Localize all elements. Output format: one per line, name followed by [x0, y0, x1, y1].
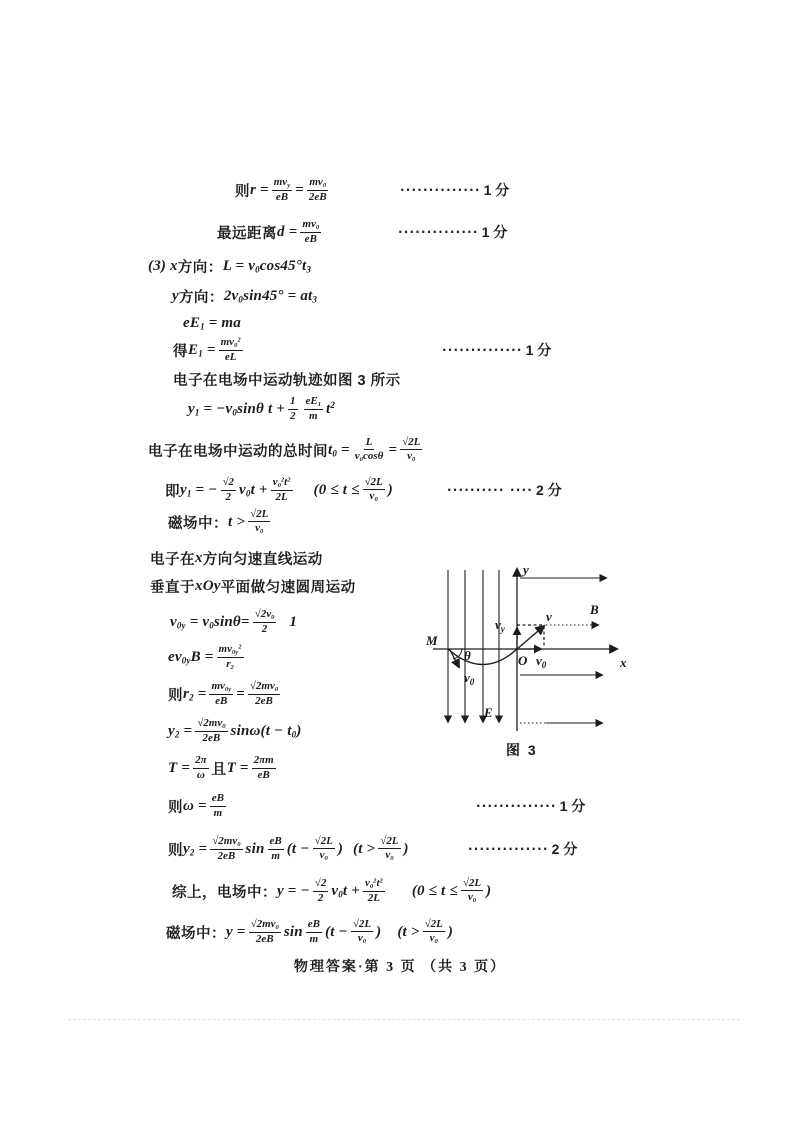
period-eq [168, 748, 279, 788]
math-run: y = [226, 923, 246, 940]
math-run: sin [245, 840, 265, 857]
math-run: r = [250, 181, 269, 198]
fraction [307, 176, 329, 204]
subscript: 3 [312, 294, 318, 305]
denominator: m [271, 849, 280, 862]
math-run: $E_1$ = [188, 341, 216, 359]
denominator: ω [196, 768, 205, 781]
b-field-lines [520, 578, 606, 723]
subscript: 0 [245, 488, 251, 499]
spacer [381, 932, 397, 933]
subscript: 0 [237, 840, 241, 848]
fraction [221, 476, 237, 503]
math-run: (0 ≤ t ≤ [313, 481, 360, 498]
fraction [313, 835, 335, 863]
score-label: 1 分 [559, 798, 586, 814]
score-mark [447, 480, 562, 500]
subscript: 0 [412, 456, 416, 464]
e-field-lines [448, 570, 499, 722]
subscript: 0 [222, 722, 226, 730]
text-run: 电子在 [150, 551, 195, 568]
denominator: $v_0$ [369, 490, 378, 504]
denominator: $v_0$ [255, 522, 264, 536]
math-run: $L = v_0\cos 45^\circ t_3$ [222, 257, 312, 275]
y1-eq [188, 389, 335, 429]
subscript: 1 [200, 321, 205, 332]
scan-artifact-line [68, 1019, 740, 1023]
radius-formula [235, 170, 510, 210]
numerator: √2L [351, 918, 373, 932]
math-run: $y_2$ = [183, 840, 208, 858]
math-run: ) [376, 923, 382, 940]
denominator: $v_0$ [385, 849, 394, 863]
math-run: x [195, 549, 203, 566]
numerator: $mv_{0y}$ [211, 679, 232, 693]
math-run: (0 ≤ t ≤ [411, 882, 458, 899]
y-axis-label: y [523, 562, 529, 577]
subscript: 0 [291, 729, 297, 740]
dotted-leader: ·············· [442, 343, 523, 357]
math-run: $t^2$ [326, 400, 336, 417]
math-run: y [172, 287, 179, 304]
figure-caption: 图 3 [506, 742, 538, 758]
score-label: 1 分 [481, 224, 508, 240]
numerator: eB [268, 835, 284, 849]
denominator: 2L [367, 891, 381, 904]
text-run: 电子在电场中运动的总时间 [148, 443, 328, 460]
dotted-leader: ·············· [476, 799, 557, 813]
fraction [400, 436, 422, 464]
numerator: √2 [221, 476, 237, 490]
subscript: 0 [271, 613, 275, 621]
subscript: 1 [317, 400, 322, 408]
numerator: $v_0^2t^2$ [272, 475, 291, 489]
denominator: m [213, 806, 223, 819]
math-run: xOy [195, 577, 221, 594]
origin-label: O [518, 653, 528, 668]
subscript: 2 [174, 729, 180, 740]
x-axis-label: x [620, 655, 627, 670]
fraction [313, 877, 329, 904]
denominator: 2eB [255, 694, 273, 707]
theta-label: θ [464, 648, 471, 663]
numerator: √2L [363, 476, 385, 490]
subscript: 0 [238, 294, 244, 305]
math-run: t > [228, 513, 246, 530]
subscript: 0 [232, 407, 238, 418]
r2-eq [168, 674, 283, 714]
denominator: 2L [275, 490, 288, 503]
subscript: 0 [472, 897, 477, 905]
subscript: 0 [255, 264, 260, 275]
page-footer: 物理答案·第 3 页 （共 3 页） [293, 960, 507, 975]
denominator: eL [224, 350, 237, 363]
y2-full-eq [168, 829, 578, 869]
math-run: $y_2$ = [168, 722, 193, 740]
superscript: 2 [373, 877, 377, 885]
fraction [210, 835, 242, 863]
numerator: $v_0^2t^2$ [364, 876, 383, 890]
denominator: 2 [290, 409, 296, 422]
omega-eq [168, 786, 586, 826]
fraction [304, 395, 324, 423]
denominator: eB [215, 694, 228, 707]
dotted-leader: ·············· [398, 225, 479, 239]
denominator: 2 [225, 490, 232, 503]
subscript: 0y [176, 620, 186, 631]
math-run: (t > [397, 923, 420, 940]
math-run: ) [447, 923, 454, 940]
score-mark [476, 796, 585, 816]
subscript: 2 [189, 847, 195, 858]
v-label: v [546, 609, 552, 624]
v0-component-label: $v_0$ [536, 653, 547, 670]
numerator: $√2mv_0$ [212, 834, 241, 848]
subscript: 0 [274, 685, 279, 693]
numerator: √2L [378, 835, 400, 849]
numerator: √2L [423, 918, 445, 932]
text-run: 则 [235, 183, 250, 200]
text-run: 磁场中： [168, 515, 228, 532]
text-run: 方向匀速直线运动 [202, 551, 323, 568]
text-run: 方向： [177, 259, 223, 276]
fraction [268, 835, 284, 862]
superscript: 2 [287, 476, 291, 484]
v0y-eq [170, 602, 297, 642]
superscript: 2 [238, 643, 242, 650]
numerator: $√2mv_0$ [249, 679, 279, 693]
dotted-leader: ·············· [468, 842, 549, 856]
b-field-label: B [590, 602, 599, 617]
fraction [253, 608, 277, 636]
numerator: $√2v_0$ [254, 607, 275, 621]
subscript: 0 [362, 938, 367, 946]
math-run: $v_0t$ + [239, 481, 268, 499]
fraction [353, 436, 386, 464]
math-run: T = [168, 759, 191, 776]
v0-initial-label: $v_0$ [464, 670, 475, 687]
subscript: 0 [277, 481, 281, 489]
subscript: 0 [338, 889, 343, 900]
subscript: y [287, 181, 291, 189]
subscript: 0 [390, 855, 394, 863]
fraction [306, 918, 322, 945]
text-run: 综上，电场中： [172, 884, 277, 901]
math-run: = [295, 181, 304, 198]
superscript: 2 [237, 336, 241, 344]
numerator: √2 [313, 877, 329, 891]
math-run: $eE_1$ = ma [183, 314, 241, 332]
spacer [279, 622, 289, 623]
fraction [363, 476, 385, 504]
fraction [248, 680, 280, 708]
subscript: 2 [230, 663, 234, 671]
subscript: 0 [275, 923, 279, 931]
numerator: 2πm [252, 754, 276, 768]
math-run: $2v_0\sin 45^\circ = at_3$ [223, 287, 318, 305]
math-run: (t − [286, 840, 310, 857]
fraction [300, 218, 321, 246]
text-run: 则 [168, 687, 183, 704]
math-run: $t_0$ = [328, 441, 350, 459]
circular-force-eq [168, 637, 247, 677]
fraction [378, 835, 400, 863]
subscript: 2 [189, 692, 194, 703]
subscript: 0 [374, 496, 378, 504]
math-run: ) [387, 481, 393, 498]
denominator: 2 [261, 622, 268, 635]
denominator: 2eB [308, 190, 327, 203]
denominator: m [309, 932, 319, 945]
numerator: $mv_0^2$ [220, 335, 241, 349]
score-label: 2 分 [536, 482, 562, 498]
numerator: $eE_1$ [305, 394, 322, 408]
denominator: m [309, 409, 318, 422]
math-run: ) [486, 882, 492, 899]
dotted-leader: ·············· [400, 183, 481, 197]
subscript: 0y [231, 648, 239, 656]
subscript: 3 [306, 264, 312, 275]
math-run: $v_{0y} = v_0\sin\theta=$ [170, 613, 250, 631]
fraction [423, 918, 445, 946]
denominator: $v_0$ [319, 849, 328, 863]
subscript: 0 [209, 620, 214, 631]
score-mark [400, 180, 509, 200]
text-run: 垂直于 [150, 579, 195, 596]
denominator: 2eB [217, 849, 236, 862]
subscript: 1 [194, 407, 200, 418]
math-run: ω = [183, 797, 207, 814]
text-run: 平面做匀速圆周运动 [220, 579, 356, 596]
score-label: 1 分 [483, 182, 510, 198]
numerator: $√2mv_0$ [250, 917, 279, 931]
score-mark [442, 340, 551, 360]
denominator: eB [275, 190, 289, 203]
text-run: 电子在电场中运动轨迹如图 3 所示 [173, 372, 401, 389]
numerator: L [364, 436, 375, 450]
math-run: y = − [277, 882, 310, 899]
numerator: 2π [193, 754, 209, 768]
subscript: 0 [322, 181, 327, 189]
fraction [217, 643, 244, 672]
math-run: $ev_{0y}B$ = [168, 648, 214, 666]
spacer [343, 849, 353, 850]
denominator: 2eB [202, 731, 221, 744]
text-run: 最远距离 [217, 225, 277, 242]
math-run: ) [403, 840, 409, 857]
numerator: $mv_0$ [309, 175, 327, 189]
fraction [210, 792, 226, 819]
numerator: 1 [288, 395, 298, 409]
superscript: 2 [379, 877, 383, 885]
subscript: 1 [186, 488, 192, 499]
summary-field-eq [172, 871, 491, 911]
math-run: = [388, 441, 398, 458]
score-label: 1 分 [525, 342, 552, 358]
math-run: $y_1 = -v_0\sin\theta$ t + [188, 400, 286, 418]
magnetic-time-cond [168, 502, 273, 542]
text-run: 磁场中： [166, 925, 226, 942]
subscript: 0y [181, 655, 191, 666]
text-run: 则 [168, 799, 183, 816]
e-field-label: E [484, 705, 493, 720]
figure-3 [422, 548, 647, 763]
denominator: 2eB [255, 932, 274, 945]
numerator: eB [210, 792, 226, 806]
vy-label: $v_y$ [495, 617, 505, 634]
numerator: √2L [400, 436, 422, 450]
math-run: $r_2$ = [183, 685, 207, 703]
math-run: sin [283, 923, 303, 940]
subscript: 0 [260, 528, 264, 536]
denominator: $v_0$ [467, 891, 477, 905]
superscript: 2 [330, 400, 336, 411]
math-run: ) [337, 840, 344, 857]
text-run: 方向： [178, 289, 224, 306]
subscript: 0 [315, 223, 320, 231]
fraction [461, 877, 483, 905]
denominator: $v_0$ [429, 932, 438, 946]
math-run: 1 [289, 613, 298, 630]
math-run: = [236, 685, 245, 702]
spacer [388, 891, 412, 892]
denominator: 2 [317, 891, 324, 904]
spacer [296, 490, 314, 491]
point-m-label: M [426, 633, 438, 648]
numerator: $mv_y$ [273, 175, 291, 189]
fraction [248, 508, 270, 536]
subscript: 0 [434, 938, 438, 946]
math-run: d = [277, 223, 298, 240]
subscript: 0 [369, 882, 374, 890]
math-run: $y_1$ = − [180, 481, 218, 499]
fraction [193, 754, 209, 781]
subscript: 1 [198, 348, 203, 359]
text-run: 即 [165, 483, 180, 500]
fraction [351, 918, 373, 946]
math-run: T = [226, 759, 249, 776]
math-run: (t > [353, 840, 376, 857]
text-run: 则 [168, 842, 183, 859]
fraction [363, 877, 385, 905]
denominator: $r_2$ [226, 657, 234, 671]
math-run: (t − [325, 923, 348, 940]
denominator: eB [257, 768, 270, 781]
subscript: 0 [332, 448, 338, 459]
total-time-eq [148, 430, 425, 470]
subscript: 0 [324, 855, 328, 863]
fraction [195, 717, 227, 745]
denominator: $v_0\cos\theta$ [354, 450, 384, 464]
v-vector [517, 626, 544, 649]
math-run: $v_0t$ + [331, 882, 360, 900]
fraction [209, 680, 233, 708]
numerator: √2L [313, 835, 335, 849]
score-mark [398, 222, 507, 242]
fraction [272, 176, 292, 204]
text-run: 且 [211, 761, 227, 778]
numerator: $mv_{0y}^2$ [218, 642, 242, 656]
numerator: $√2mv_0$ [197, 716, 226, 730]
math-run: (3) x [148, 257, 178, 274]
score-label: 2 分 [551, 841, 578, 857]
numerator: eB [306, 918, 322, 932]
superscript: 2 [280, 476, 285, 484]
subscript: 0 [359, 456, 363, 464]
fraction [252, 754, 276, 781]
fraction [249, 918, 281, 946]
fraction [288, 395, 298, 422]
score-mark [468, 839, 577, 859]
fraction [271, 476, 293, 504]
denominator: eB [304, 232, 317, 245]
numerator: $mv_0$ [302, 217, 320, 231]
denominator: $v_0$ [357, 932, 367, 946]
circular-motion-note [150, 566, 356, 606]
numerator: √2L [248, 508, 270, 522]
denominator: $v_0$ [407, 450, 416, 464]
math-run: $\sin\omega(t - t_0)$ [230, 722, 302, 740]
subscript: 0 [234, 341, 238, 349]
y2-eq [168, 711, 302, 751]
summary-magnetic-eq [166, 912, 453, 952]
text-run: 得 [173, 343, 188, 360]
numerator: √2L [461, 877, 483, 891]
subscript: 0y [224, 685, 232, 693]
dotted-leader: ·········· ···· [447, 483, 533, 497]
